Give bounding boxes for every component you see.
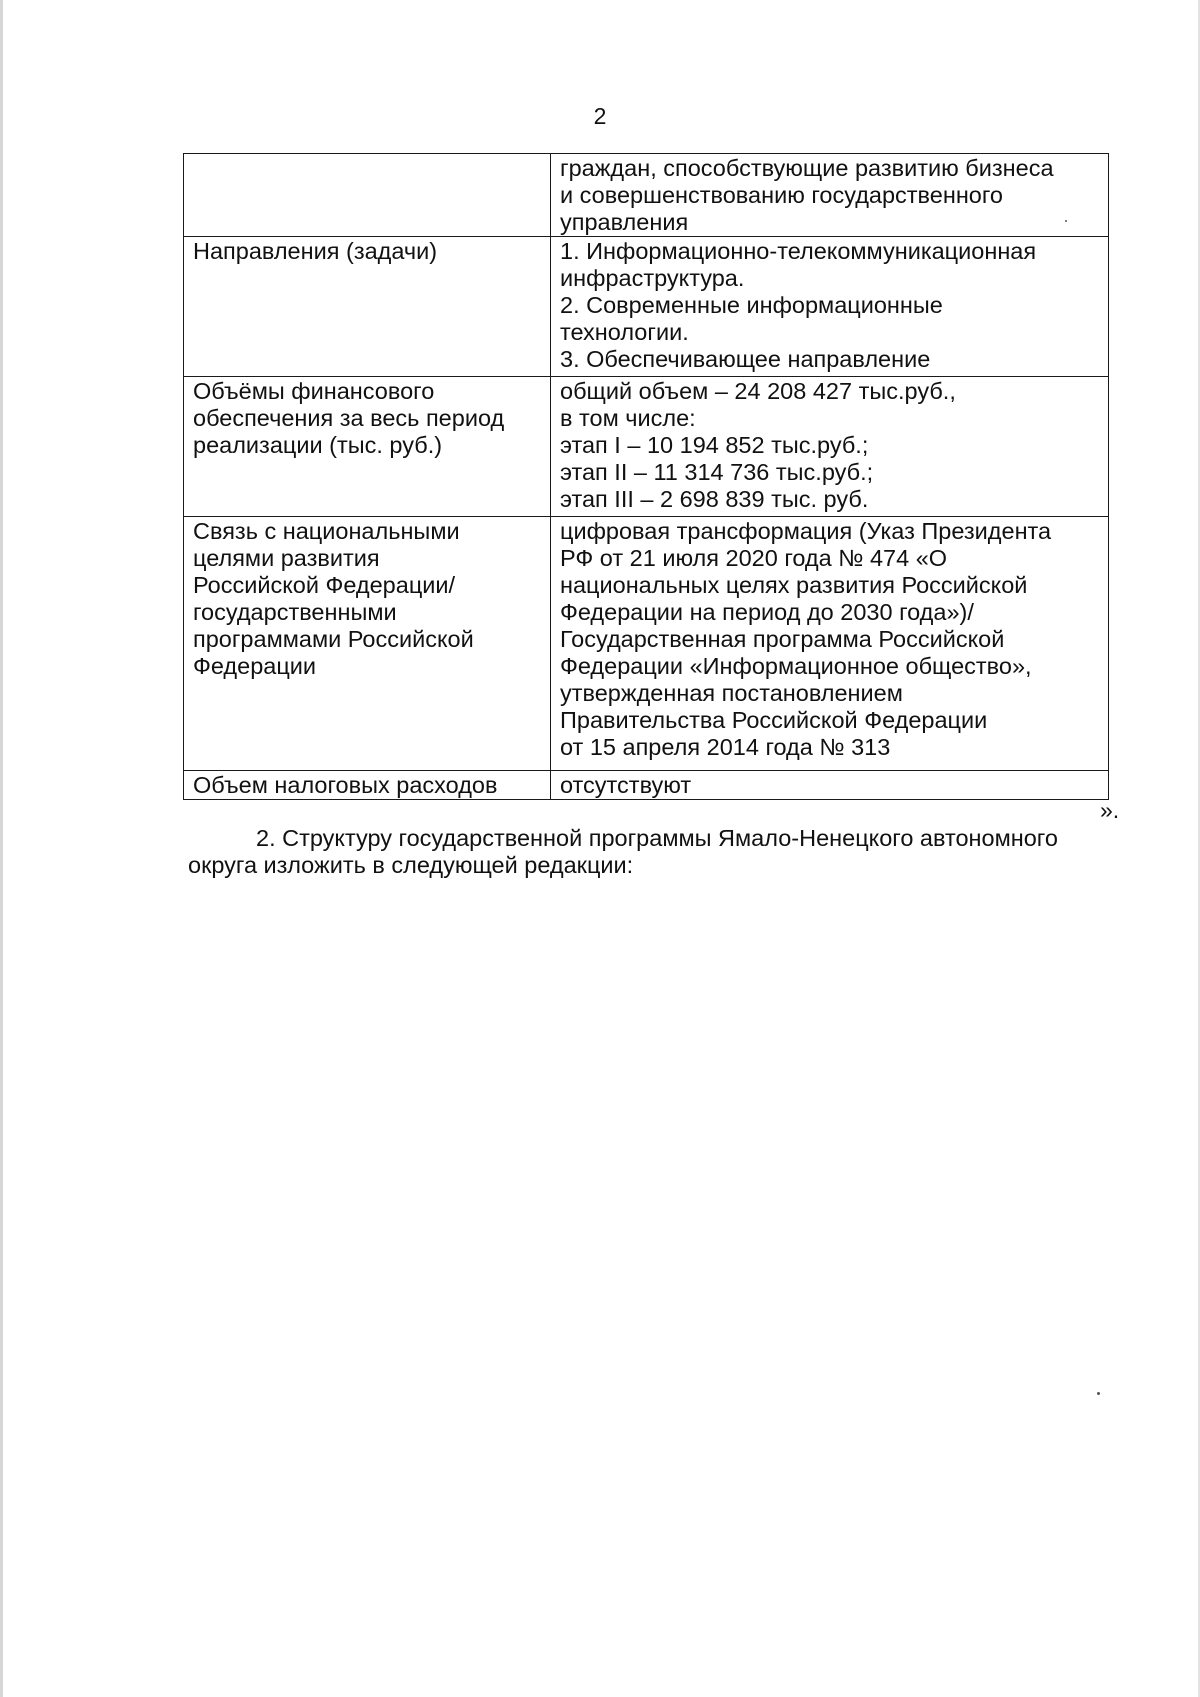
label-line: Объёмы финансового — [193, 378, 435, 404]
paragraph-structure — [188, 825, 1128, 879]
value-line: управления — [560, 209, 689, 235]
value-line: 3. Обеспечивающее направление — [560, 346, 931, 372]
value-line: отсутствуют — [560, 772, 692, 798]
value-line: в том числе: — [560, 405, 696, 431]
label-line: Направления (задачи) — [193, 238, 438, 264]
value-line: технологии. — [560, 319, 689, 345]
value-line: национальных целях развития Российской — [560, 572, 1028, 598]
value-line: 1. Информационно-телекоммуникационная — [560, 238, 1037, 264]
label-line: государственными — [193, 599, 397, 625]
value-line: 2. Современные информационные — [560, 292, 943, 318]
value-line: этап III – 2 698 839 тыс. руб. — [560, 486, 869, 512]
value-line: этап II – 11 314 736 тыс.руб.; — [560, 459, 874, 485]
value-line: этап I – 10 194 852 тыс.руб.; — [560, 432, 869, 458]
table-row — [184, 154, 1109, 237]
label-line: Российской Федерации/ — [193, 572, 456, 598]
value-line: и совершенствованию государственного — [560, 182, 1004, 208]
label-line: Федерации — [193, 653, 317, 679]
row-value-cell — [551, 517, 1109, 771]
program-passport-table — [183, 153, 1109, 800]
value-line: Государственная программа Российской — [560, 626, 1005, 652]
row-label-cell — [184, 237, 551, 377]
table-row — [184, 517, 1109, 771]
value-line: Правительства Российской Федерации — [560, 707, 988, 733]
scan-speck — [1065, 220, 1067, 222]
row-value-cell — [551, 771, 1109, 800]
table-row — [184, 377, 1109, 517]
value-line: Федерации на период до 2030 года»)/ — [560, 599, 974, 625]
value-line: Федерации «Информационное общество», — [560, 653, 1032, 679]
scan-speck — [1097, 1392, 1100, 1395]
value-line: утвержденная постановлением — [560, 680, 903, 706]
value-line: РФ от 21 июля 2020 года № 474 «О — [560, 545, 948, 571]
value-line: от 15 апреля 2014 года № 313 — [560, 734, 891, 760]
row-value-cell — [551, 154, 1109, 237]
value-line: инфраструктура. — [560, 265, 745, 291]
row-label-cell — [184, 517, 551, 771]
label-line: целями развития — [193, 545, 380, 571]
table-row — [184, 771, 1109, 800]
row-value-cell — [551, 377, 1109, 517]
row-label-cell — [184, 377, 551, 517]
row-label-cell — [184, 154, 551, 237]
value-line: цифровая трансформация (Указ Президента — [560, 518, 1052, 544]
label-line: реализации (тыс. руб.) — [193, 432, 443, 458]
row-value-cell — [551, 237, 1109, 377]
label-line: Связь с национальными — [193, 518, 460, 544]
paragraph-line-1: 2. Структуру государственной программы Ямало-Ненецкого автономного — [256, 825, 1058, 851]
page-number: 2 — [593, 103, 607, 129]
value-line: граждан, способствующие развитию бизнеса — [560, 155, 1054, 181]
closing-quote: ». — [1100, 797, 1120, 823]
table-row — [184, 237, 1109, 377]
paragraph-line-2: округа изложить в следующей редакции: — [188, 852, 634, 878]
value-line: общий объем – 24 208 427 тыс.руб., — [560, 378, 956, 404]
label-line: программами Российской — [193, 626, 474, 652]
label-line: обеспечения за весь период — [193, 405, 505, 431]
row-label-cell — [184, 771, 551, 800]
scan-edge-left — [0, 0, 3, 1697]
label-line: Объем налоговых расходов — [193, 772, 498, 798]
